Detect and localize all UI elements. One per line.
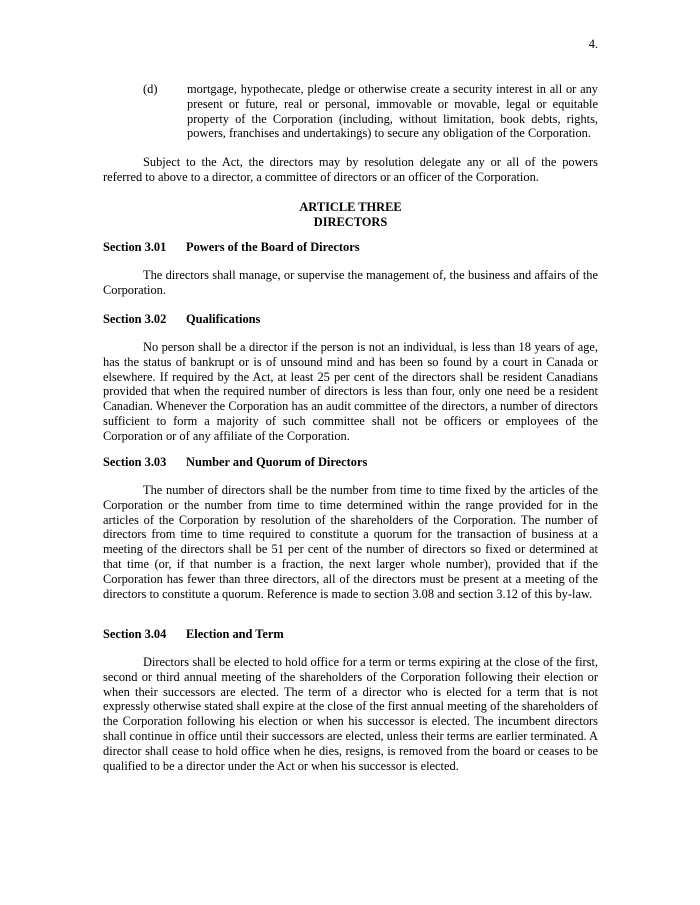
section-3-02-body-block xyxy=(103,340,598,444)
section-3-03 xyxy=(103,455,598,470)
section-number: Section 3.04 xyxy=(103,627,167,641)
section-body: The number of directors shall be the number from time to time fixed by the articles of the Corporation or the number from time to time determined within the range provided for in the articles of the Corporation by resolution of the shareholders of the Corporation. The number of directors from time to time required to constitute a quorum for the transaction of business at a meeting of the directors shall be 51 per cent of the number of directors so fixed or determined at that time (or, if that number is a fraction, the next larger whole number), provided that if the Corporation has fewer than three directors, all of the directors must be present at a meeting of the directors to constitute a quorum. Reference is made to section 3.08 and section 3.12 of this by-law. xyxy=(103,483,598,601)
section-title: Election and Term xyxy=(186,627,284,641)
section-3-01 xyxy=(103,240,598,255)
article-number: ARTICLE THREE xyxy=(299,200,402,214)
section-number: Section 3.03 xyxy=(103,455,167,469)
list-item-d xyxy=(143,82,598,141)
delegation-paragraph: Subject to the Act, the directors may by resolution delegate any or all of the powers referred to above to a director, a committee of directors or an officer of the Corporation. xyxy=(103,155,598,184)
article-title: DIRECTORS xyxy=(313,214,388,229)
section-3-02 xyxy=(103,312,598,327)
section-title: Qualifications xyxy=(186,312,261,326)
section-number: Section 3.01 xyxy=(103,240,167,254)
section-heading xyxy=(103,240,598,255)
section-title: Number and Quorum of Directors xyxy=(186,455,368,469)
section-number: Section 3.02 xyxy=(103,312,167,326)
section-3-03-body-block xyxy=(103,483,598,601)
section-title: Powers of the Board of Directors xyxy=(186,240,360,254)
delegation-paragraph-block xyxy=(103,155,598,185)
page-number: 4. xyxy=(588,37,598,51)
section-body: Directors shall be elected to hold office for a term or terms expiring at the close of the first, second or third annual meeting of the shareholders of the Corporation following their election or when their successors are elected. The term of a director who is elected for a term that is not expressly otherwise stated shall expire at the close of the first annual meeting of the shareholders of the Corporation following his election or when his successor is elected. The incumbent directors shall continue in office until their successors are elected, unless their terms are earlier terminated. A director shall cease to hold office when he dies, resigns, is removed from the board or ceases to be qualified to be a director under the Act or when his successor is elected. xyxy=(103,655,598,773)
list-item-text: mortgage, hypothecate, pledge or otherwise create a security interest in all or any present or future, real or personal, immovable or movable, legal or equitable property of the Corporation (including, without limitation, book debts, rights, powers, franchises and undertakings) to secure any obligation of the Corporation. xyxy=(187,82,598,141)
section-3-04 xyxy=(103,627,598,642)
list-item-label: (d) xyxy=(143,82,158,96)
article-heading xyxy=(103,200,598,230)
section-3-01-body-block xyxy=(103,268,598,298)
section-heading xyxy=(103,627,598,642)
section-body: The directors shall manage, or supervise the management of, the business and affairs of the Corporation. xyxy=(103,268,598,297)
section-body: No person shall be a director if the person is not an individual, is less than 18 years of age, has the status of bankrupt or is of unsound mind and has been so found by a court in Canada or elsewhere. If required by the Act, at least 25 per cent of the directors shall be resident Canadians provided that when the required number of directors is less than four, only one need be a resident Canadian. Whenever the Corporation has an audit committee of the directors, a number of directors sufficient to form a majority of such committee shall not be officers or employees of the Corporation or of any affiliate of the Corporation. xyxy=(103,340,598,443)
section-heading xyxy=(103,455,598,470)
section-heading xyxy=(103,312,598,327)
section-3-04-body-block xyxy=(103,655,598,773)
